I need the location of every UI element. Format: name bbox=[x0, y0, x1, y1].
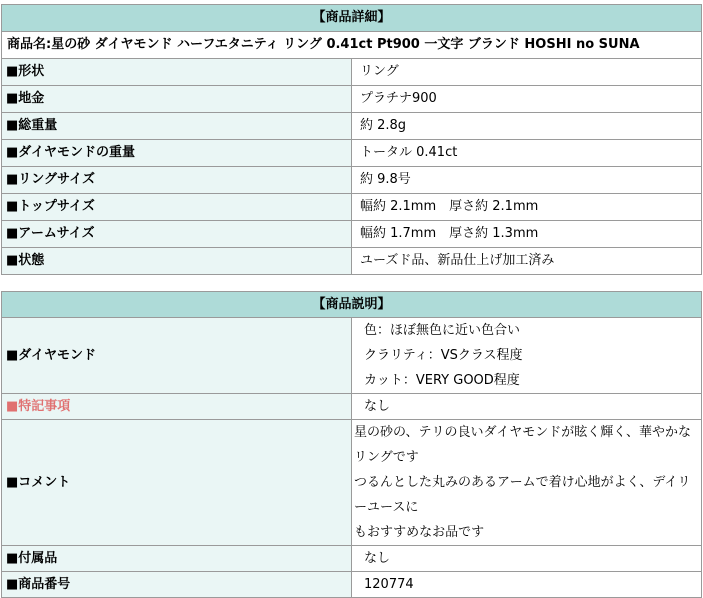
comment-line: もおすすめなお品です bbox=[354, 525, 485, 540]
detail-row-condition bbox=[2, 248, 702, 275]
detail-value: 約 9.8号 bbox=[352, 167, 702, 194]
accessories-row bbox=[2, 546, 702, 572]
detail-label: ■状態 bbox=[2, 248, 352, 275]
detail-row-ring-size bbox=[2, 167, 702, 194]
detail-label: ■トップサイズ bbox=[2, 194, 352, 221]
special-notes-label: ■特記事項 bbox=[2, 394, 352, 420]
detail-value: プラチナ900 bbox=[352, 86, 702, 113]
product-details-table bbox=[1, 4, 702, 275]
detail-value: トータル 0.41ct bbox=[352, 140, 702, 167]
detail-row-metal bbox=[2, 86, 702, 113]
details-header-row bbox=[2, 5, 702, 32]
detail-label: ■ダイヤモンドの重量 bbox=[2, 140, 352, 167]
detail-row-shape bbox=[2, 59, 702, 86]
comment-row bbox=[2, 420, 702, 546]
detail-value: 幅約 1.7mm 厚さ約 1.3mm bbox=[352, 221, 702, 248]
detail-value: 約 2.8g bbox=[352, 113, 702, 140]
detail-label: ■アームサイズ bbox=[2, 221, 352, 248]
detail-row-arm-size bbox=[2, 221, 702, 248]
comment-line: つるんとした丸みのあるアームで着け心地がよく、デイリーユースに bbox=[354, 475, 691, 515]
special-notes-row bbox=[2, 394, 702, 420]
detail-value: 幅約 2.1mm 厚さ約 2.1mm bbox=[352, 194, 702, 221]
diamond-details bbox=[352, 318, 702, 394]
diamond-row bbox=[2, 318, 702, 394]
detail-label: ■リングサイズ bbox=[2, 167, 352, 194]
item-number-row bbox=[2, 572, 702, 598]
diamond-clarity-line: クラリティ：VSクラス程度 bbox=[364, 348, 523, 363]
detail-row-total-weight bbox=[2, 113, 702, 140]
detail-row-top-size bbox=[2, 194, 702, 221]
detail-label: ■形状 bbox=[2, 59, 352, 86]
item-number-label: ■商品番号 bbox=[2, 572, 352, 598]
item-number-value: 120774 bbox=[352, 572, 702, 598]
accessories-label: ■付属品 bbox=[2, 546, 352, 572]
detail-label: ■地金 bbox=[2, 86, 352, 113]
detail-label: ■総重量 bbox=[2, 113, 352, 140]
details-header: 【商品詳細】 bbox=[2, 5, 702, 32]
detail-value: リング bbox=[352, 59, 702, 86]
comment-label: ■コメント bbox=[2, 420, 352, 546]
product-name: 商品名:星の砂 ダイヤモンド ハーフエタニティ リング 0.41ct Pt900 一文字 ブランド HOSHI no SUNA bbox=[2, 32, 702, 59]
diamond-color-line: 色：ほぼ無色に近い色合い bbox=[364, 323, 521, 338]
comment-line: 星の砂の、テリの良いダイヤモンドが眩く輝く、華やかなリングです bbox=[354, 425, 691, 465]
description-header-row bbox=[2, 292, 702, 318]
comment-text bbox=[352, 420, 702, 546]
description-header: 【商品説明】 bbox=[2, 292, 702, 318]
product-name-row bbox=[2, 32, 702, 59]
detail-value: ユーズド品、新品仕上げ加工済み bbox=[352, 248, 702, 275]
diamond-label: ■ダイヤモンド bbox=[2, 318, 352, 394]
accessories-value: なし bbox=[352, 546, 702, 572]
detail-row-diamond-weight bbox=[2, 140, 702, 167]
diamond-cut-line: カット：VERY GOOD程度 bbox=[364, 373, 520, 388]
special-notes-value: なし bbox=[352, 394, 702, 420]
